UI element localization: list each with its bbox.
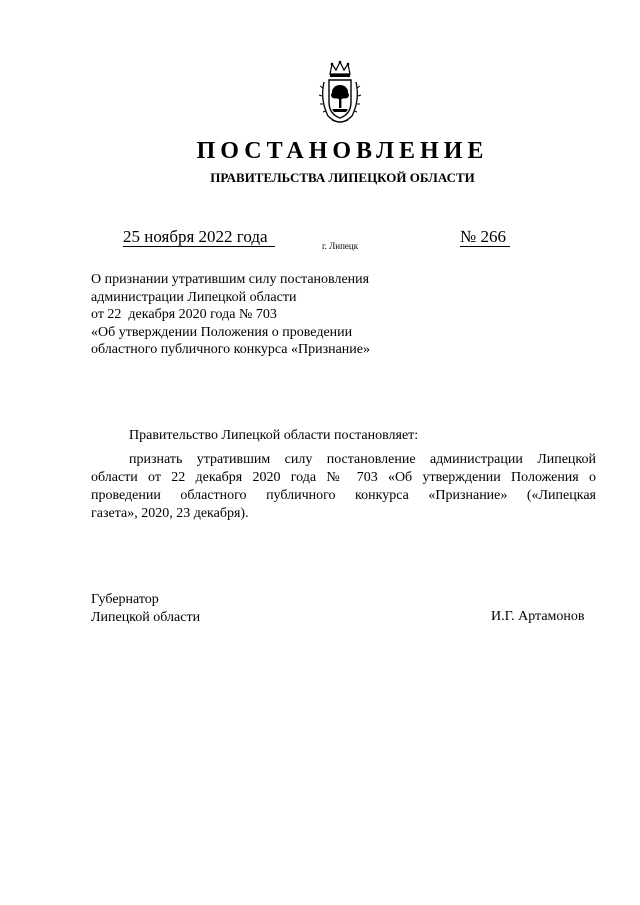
preamble: Правительство Липецкой области постановляет: <box>129 428 419 443</box>
body-line: проведении областного публичного конкурса «Признание» («Липецкая <box>91 488 596 503</box>
subject-line: областного публичного конкурса «Признание» <box>91 342 371 357</box>
document-date: 25 ноября 2022 года <box>123 227 268 246</box>
document-type-heading: ПОСТАНОВЛЕНИЕ <box>196 138 489 164</box>
signatory-name: И.Г. Артамонов <box>491 609 585 624</box>
subject-line: администрации Липецкой области <box>91 289 297 305</box>
signatory-title-line: Губернатор <box>91 592 159 607</box>
body-line: газета», 2020, 23 декабря). <box>91 506 249 521</box>
resolution-body <box>91 451 596 523</box>
document-number: № 266 <box>460 227 506 246</box>
number-underline <box>460 246 510 247</box>
subject-line: О признании утратившим силу постановления <box>91 272 370 287</box>
body-line: области от 22 декабря 2020 года № 703 «Об утверждении Положения о <box>91 470 596 485</box>
issuer-heading: ПРАВИТЕЛЬСТВА ЛИПЕЦКОЙ ОБЛАСТИ <box>210 170 475 185</box>
document-subject <box>91 271 370 359</box>
subject-line: от 22 декабря 2020 года № 703 <box>91 307 277 322</box>
signatory-title <box>91 591 200 626</box>
date-underline <box>123 246 275 247</box>
coat-of-arms-icon <box>318 60 362 124</box>
signatory-title-line: Липецкой области <box>91 609 201 625</box>
issue-place: г. Липецк <box>322 241 359 251</box>
body-line: признать утратившим силу постановление администрации Липецкой <box>129 452 596 467</box>
subject-line: «Об утверждении Положения о проведении <box>91 324 353 340</box>
